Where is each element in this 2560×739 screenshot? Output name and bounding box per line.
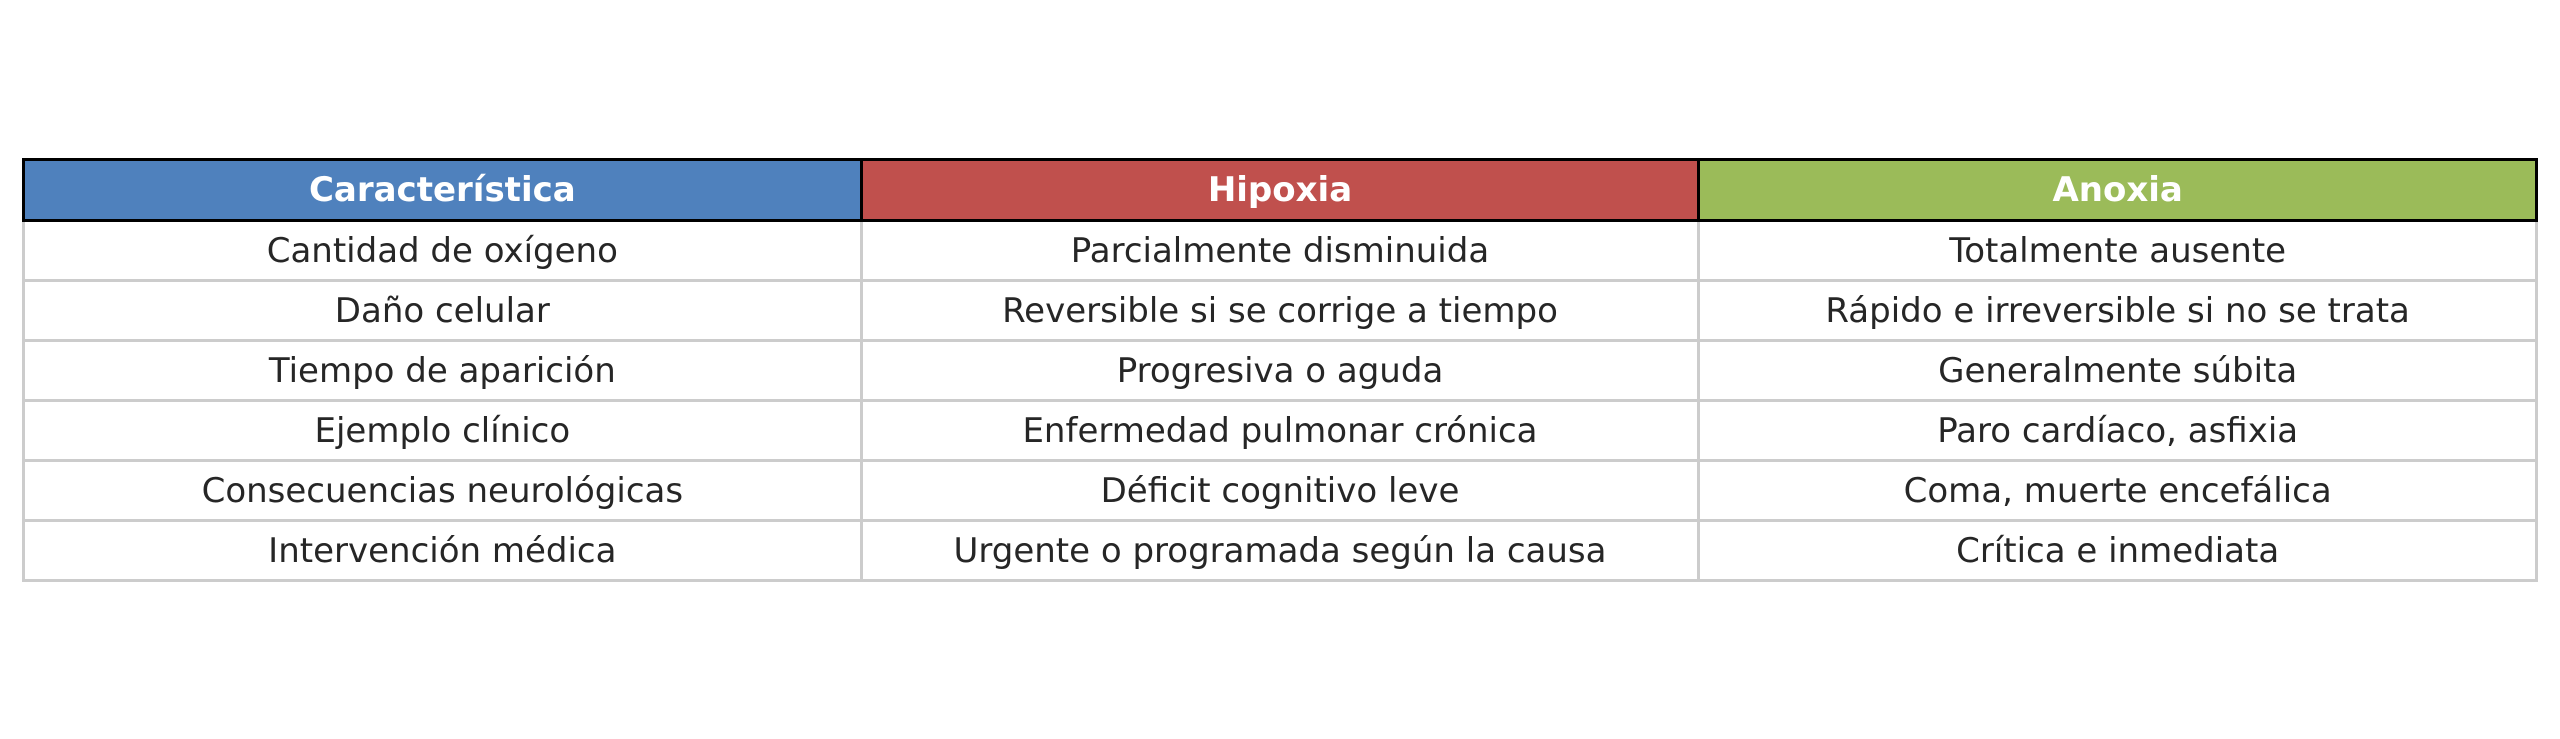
table-cell: Reversible si se corrige a tiempo — [861, 281, 1699, 341]
header-caracteristica: Característica — [24, 160, 862, 221]
table-cell: Coma, muerte encefálica — [1699, 461, 2537, 521]
comparison-table-container — [22, 158, 2538, 582]
table-row — [24, 281, 2537, 341]
table-cell: Rápido e irreversible si no se trata — [1699, 281, 2537, 341]
table-row — [24, 401, 2537, 461]
comparison-table — [22, 158, 2538, 582]
header-anoxia: Anoxia — [1699, 160, 2537, 221]
table-row — [24, 461, 2537, 521]
table-cell: Crítica e inmediata — [1699, 521, 2537, 581]
table-cell: Progresiva o aguda — [861, 341, 1699, 401]
header-row — [24, 160, 2537, 221]
table-cell: Parcialmente disminuida — [861, 221, 1699, 281]
table-cell: Urgente o programada según la causa — [861, 521, 1699, 581]
table-cell: Daño celular — [24, 281, 862, 341]
table-cell: Ejemplo clínico — [24, 401, 862, 461]
table-row — [24, 521, 2537, 581]
table-cell: Totalmente ausente — [1699, 221, 2537, 281]
table-cell: Intervención médica — [24, 521, 862, 581]
table-cell: Cantidad de oxígeno — [24, 221, 862, 281]
table-row — [24, 341, 2537, 401]
table-cell: Enfermedad pulmonar crónica — [861, 401, 1699, 461]
table-cell: Tiempo de aparición — [24, 341, 862, 401]
table-cell: Paro cardíaco, asfixia — [1699, 401, 2537, 461]
table-cell: Consecuencias neurológicas — [24, 461, 862, 521]
table-row — [24, 221, 2537, 281]
table-cell: Generalmente súbita — [1699, 341, 2537, 401]
header-hipoxia: Hipoxia — [861, 160, 1699, 221]
table-cell: Déficit cognitivo leve — [861, 461, 1699, 521]
